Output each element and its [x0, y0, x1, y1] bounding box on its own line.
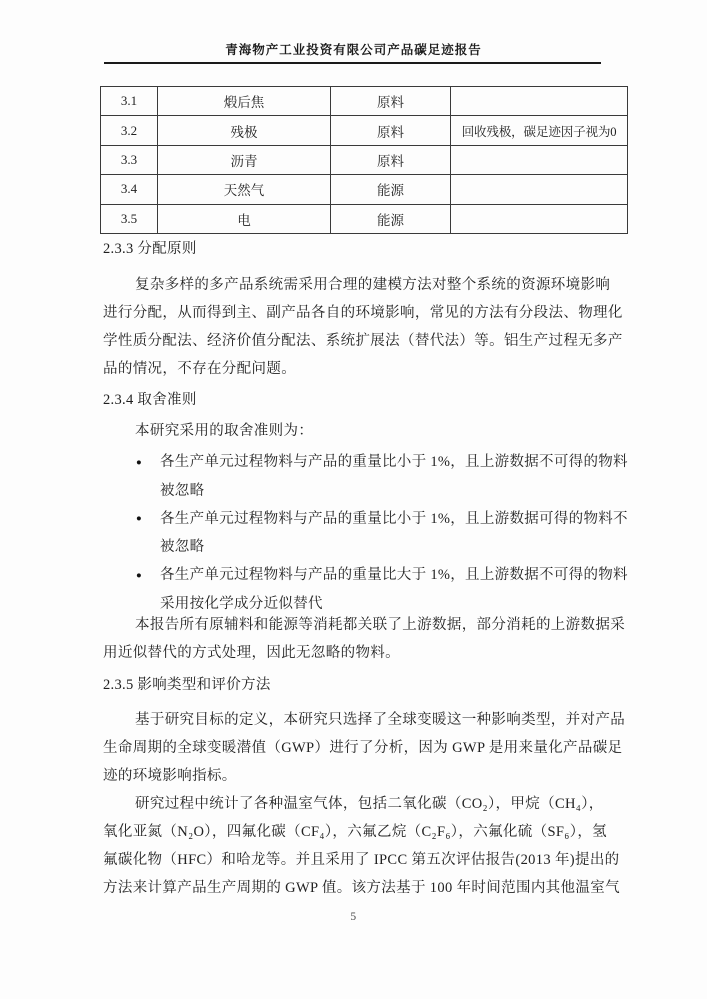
table-row — [101, 87, 628, 116]
material-name-cell: 电 — [158, 204, 331, 233]
material-category-cell: 原料 — [331, 116, 451, 145]
bullet-text: 各生产单元过程物料与产品的重量比小于 1%，且上游数据不可得的物料 — [160, 454, 628, 470]
paragraph-235 — [103, 706, 626, 902]
page-header-title: 青海物产工业投资有限公司产品碳足迹报告 — [225, 43, 482, 57]
text-line: 迹的环境影响指标。 — [103, 768, 237, 784]
section-heading-234: 2.3.4 取舍准则 — [103, 392, 197, 408]
material-category-cell: 原料 — [331, 145, 451, 174]
text-line: 生命周期的全球变暖潜值（GWP）进行了分析，因为 GWP 是用来量化产品碳足 — [103, 740, 623, 756]
bullet-item — [103, 561, 628, 590]
row-no-cell: 3.2 — [101, 116, 158, 145]
bullet-text: 各生产单元过程物料与产品的重量比大于 1%，且上游数据不可得的物料 — [160, 567, 628, 583]
bullet-item — [103, 448, 628, 477]
bullet-icon: ● — [136, 514, 143, 524]
material-remark-cell — [451, 87, 628, 116]
text-line: 基于研究目标的定义，本研究只选择了全球变暖这一种影响类型，并对产品 — [135, 712, 626, 728]
material-name-cell: 残极 — [158, 116, 331, 145]
paragraph-233 — [103, 271, 623, 383]
material-name-cell: 煅后焦 — [158, 87, 331, 116]
row-no-cell: 3.3 — [101, 145, 158, 174]
table-row — [101, 175, 628, 204]
text-line: 研究过程中统计了各种温室气体，包括二氧化碳（CO₂），甲烷（CH₄）， — [135, 796, 604, 812]
criteria-intro — [103, 417, 609, 445]
text-line: 复杂多样的多产品系统需采用合理的建模方法对整个系统的资源环境影响 — [135, 277, 611, 293]
text-line: 用近似替代的方式处理，因此无忽略的物料。 — [103, 645, 400, 661]
bullet-icon: ● — [136, 457, 143, 468]
paragraph-234-closing — [103, 611, 626, 667]
text-line: 本研究采用的取舍准则为： — [135, 423, 314, 439]
material-remark-cell: 回收残极，碳足迹因子视为0 — [451, 116, 628, 145]
criteria-bullet-list — [103, 448, 628, 618]
text-line: 氟碳化物（HFC）和哈龙等。并且采用了 IPCC 第五次评估报告(2013 年)提出的 — [103, 852, 620, 868]
row-no-cell: 3.5 — [101, 204, 158, 233]
bullet-text: 各生产单元过程物料与产品的重量比小于 1%，且上游数据可得的物料不 — [160, 510, 628, 527]
bullet-icon: ● — [136, 570, 143, 581]
table-row — [101, 204, 628, 233]
table-row — [101, 145, 628, 174]
text-line: 方法来计算产品生产周期的 GWP 值。该方法基于 100 年时间范围内其他温室气 — [103, 880, 620, 896]
row-no-cell: 3.4 — [101, 175, 158, 204]
material-name-cell: 沥青 — [158, 145, 331, 174]
row-no-cell: 3.1 — [101, 87, 158, 116]
material-category-cell: 能源 — [331, 204, 451, 233]
section-heading-233: 2.3.3 分配原则 — [103, 241, 197, 257]
bullet-text-continuation: 被忽略 — [160, 482, 205, 499]
material-name-cell: 天然气 — [158, 175, 331, 204]
text-line: 本报告所有原辅料和能源等消耗都关联了上游数据，部分消耗的上游数据采 — [135, 617, 626, 633]
table-row — [101, 116, 628, 145]
bullet-text-continuation: 采用按化学成分近似替代 — [160, 595, 323, 612]
material-category-cell: 能源 — [331, 175, 451, 204]
bullet-text-continuation: 被忽略 — [160, 539, 205, 555]
materials-table — [100, 86, 628, 234]
material-remark-cell — [451, 204, 628, 233]
bullet-item — [103, 505, 628, 534]
text-line: 学性质分配法、经济价值分配法、系统扩展法（替代法）等。铝生产过程无多产 — [103, 333, 623, 349]
material-category-cell: 原料 — [331, 87, 451, 116]
header-rule — [104, 62, 601, 64]
material-remark-cell — [451, 145, 628, 174]
text-line: 氧化亚氮（N₂O），四氟化碳（CF₄），六氟乙烷（C₂F₆），六氟化硫（SF₆），氢 — [103, 824, 608, 840]
text-line: 进行分配，从而得到主、副产品各自的环境影响，常见的方法有分段法、物理化 — [103, 305, 623, 321]
section-heading-235: 2.3.5 影响类型和评价方法 — [103, 677, 271, 693]
material-remark-cell — [451, 175, 628, 204]
page-number: 5 — [350, 911, 357, 923]
text-line: 品的情况，不存在分配问题。 — [103, 361, 297, 377]
